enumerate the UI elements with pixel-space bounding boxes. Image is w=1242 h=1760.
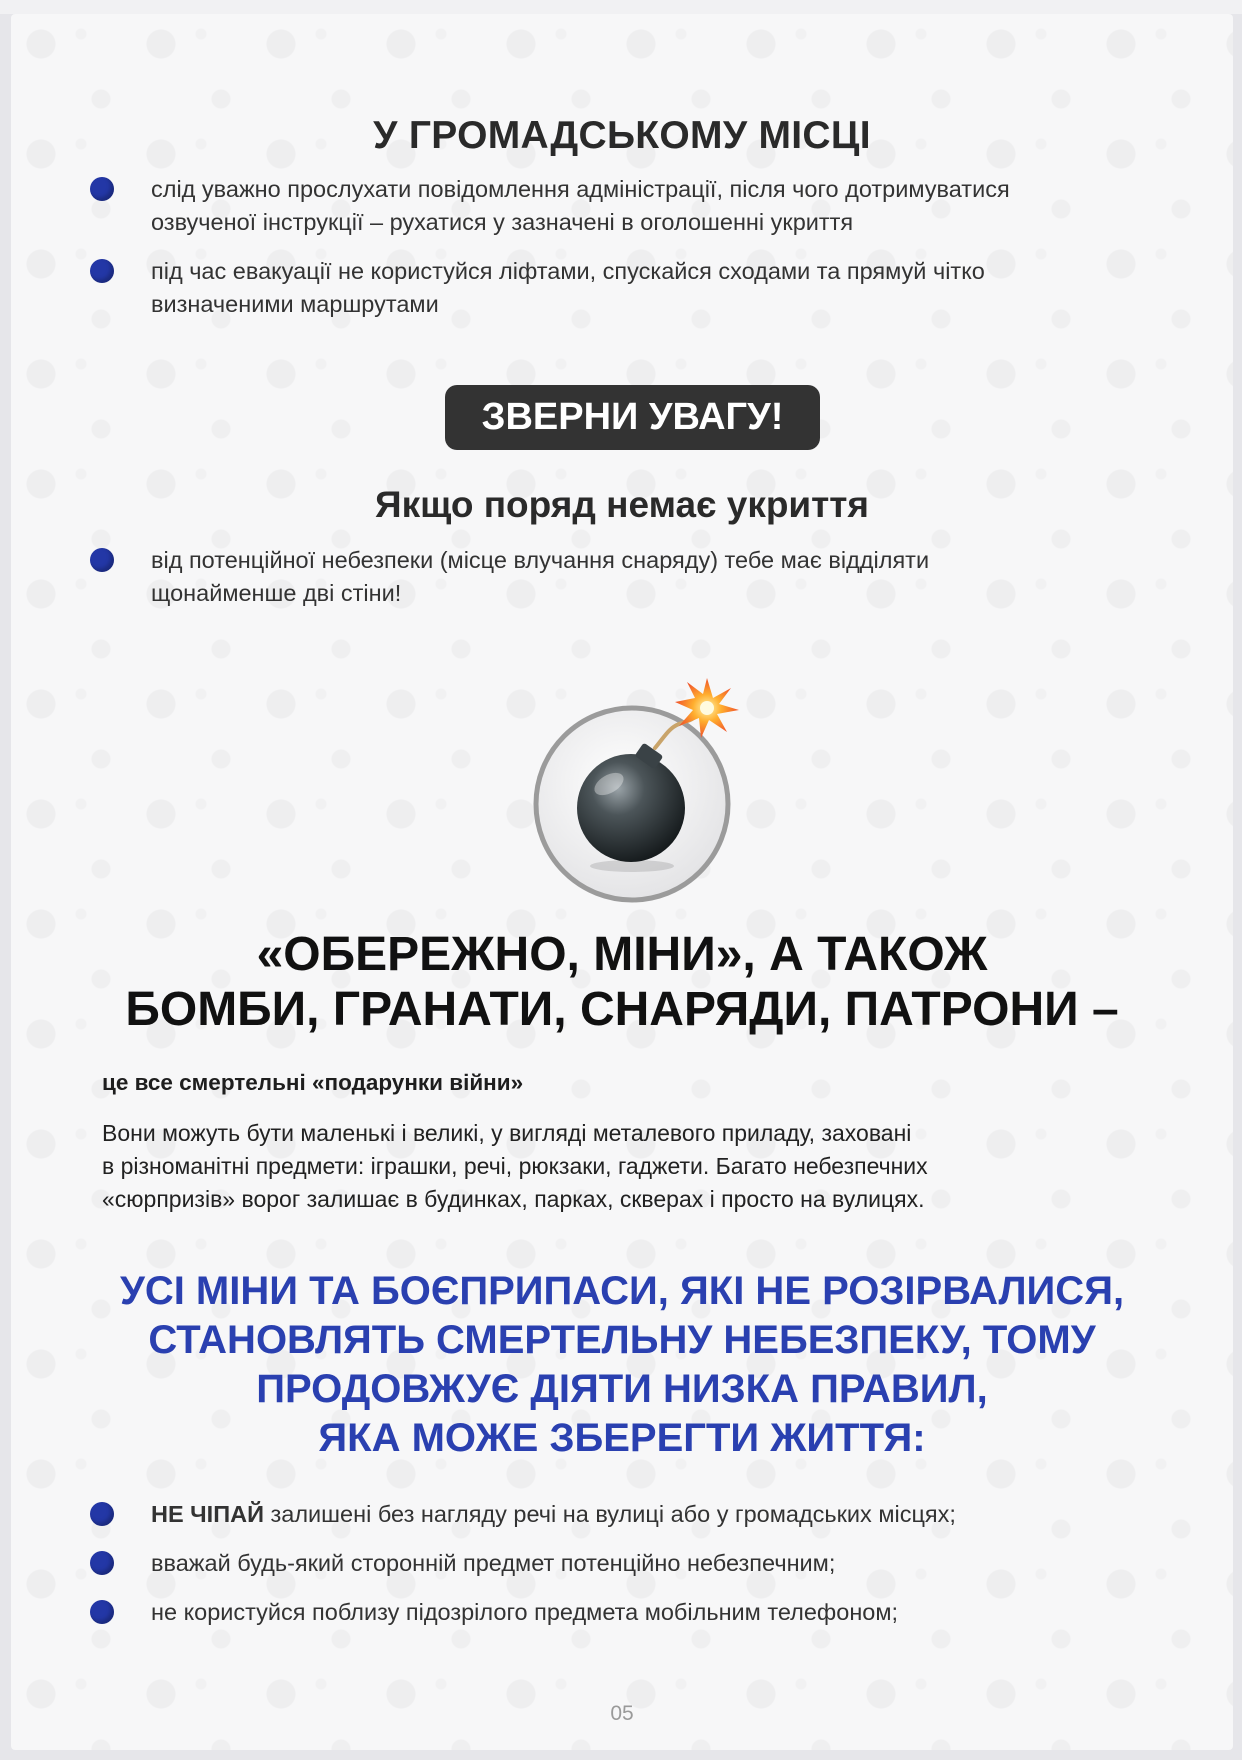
bullet-text: вважай будь-який сторонній предмет потенційно небезпечним; xyxy=(151,1550,836,1576)
war-gifts-caption: це все смертельні «подарунки війни» xyxy=(102,1070,524,1095)
attention-badge: ЗВЕРНИ УВАГУ! xyxy=(445,385,820,450)
bullet-text: слід уважно прослухати повідомлення адміністрації, після чого дотримуватися озвученої інструкції – рухатися у зазначені в оголошенні укриття xyxy=(151,176,1010,235)
page-number: 05 xyxy=(610,1702,634,1725)
bullet-dot-icon xyxy=(90,1551,114,1575)
top-strip xyxy=(0,0,1242,14)
rules-heading: УСІ МІНИ ТА БОЄПРИПАСИ, ЯКІ НЕ РОЗІРВАЛИСЯ, СТАНОВЛЯТЬ СМЕРТЕЛЬНУ НЕБЕЗПЕКУ, ТОМУ ПРОДОВЖУЄ ДІЯТИ НИЗКА ПРАВИЛ, ЯКА МОЖЕ ЗБЕРЕГТИ ЖИТТЯ: xyxy=(119,1269,1125,1460)
bullet-dot-icon xyxy=(90,1600,114,1624)
bomb-icon xyxy=(529,676,759,906)
bullet-text: не користуйся поблизу підозрілого предмета мобільним телефоном; xyxy=(151,1599,899,1625)
bullet-text: НЕ ЧІПАЙ залишені без нагляду речі на вулиці або у громадських місцях; xyxy=(151,1501,956,1527)
bullet-text: під час евакуації не користуйся ліфтами, спускайся сходами та прямуй чітко визначеними маршрутами xyxy=(151,258,985,317)
no-shelter-subtitle: Якщо поряд немає укриття xyxy=(374,484,870,525)
bullet-text: від потенційної небезпеки (місце влучання снаряду) тебе має відділяти щонайменше дві стіни! xyxy=(151,547,930,606)
section-title-public-place: У ГРОМАДСЬКОМУ МІСЦІ xyxy=(373,114,871,157)
document-page xyxy=(11,14,1233,1750)
bullet-dot-icon xyxy=(90,548,114,572)
mines-heading: «ОБЕРЕЖНО, МІНИ», А ТАКОЖ БОМБИ, ГРАНАТИ, СНАРЯДИ, ПАТРОНИ – xyxy=(125,928,1119,1036)
bullet-dot-icon xyxy=(90,259,114,283)
mines-description: Вони можуть бути маленькі і великі, у вигляді металевого приладу, заховані в різноманітні предмети: іграшки, речі, рюкзаки, гаджети. Багато небезпечних «сюрпризів» ворог залишає в будинках, парках, скверах і просто на вулицях. xyxy=(102,1120,928,1212)
bullet-dot-icon xyxy=(90,1502,114,1526)
bullet-dot-icon xyxy=(90,177,114,201)
